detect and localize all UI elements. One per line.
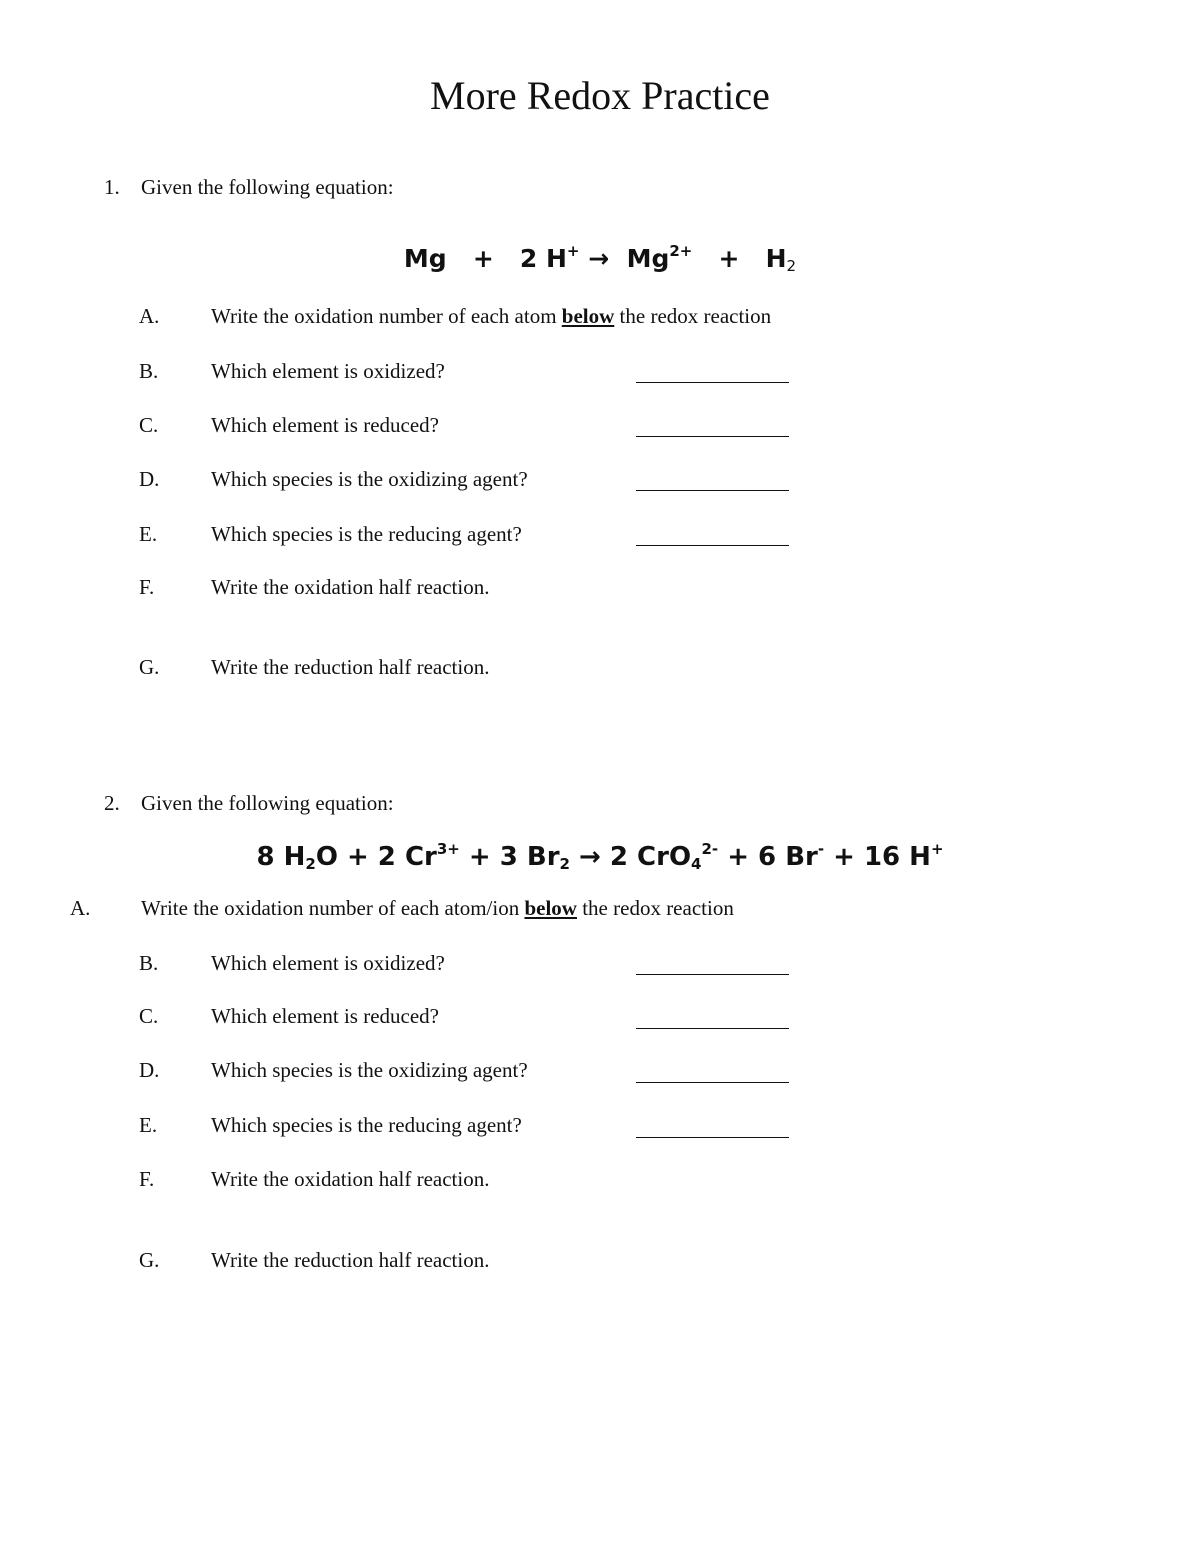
q2-part-d-text: Which species is the oxidizing agent? [211,1058,528,1082]
q1-part-c-answer-blank[interactable] [636,436,789,437]
q2-part-b-letter: B. [139,951,159,975]
q2-part-b-answer-blank[interactable] [636,974,789,975]
q2-part-a-text: Write the oxidation number of each atom/ion below the redox reaction [141,896,734,920]
q2-part-f-letter: F. [139,1167,155,1191]
q1-part-f-text: Write the oxidation half reaction. [211,575,490,599]
q1-part-e-letter: E. [139,522,158,546]
reaction-arrow-icon: → [579,842,601,872]
q2-part-d-letter: D. [139,1058,160,1082]
q1-part-c-letter: C. [139,413,159,437]
question-2-equation: 8 $H_2O + 2$ $Cr^{3+} + 3$ $Br_2 \to 2$ CrO$_4^{2-}$ + 6 Br- + 16 H+ [256,840,944,873]
q1-part-g-letter: G. [139,655,160,679]
q1-part-e-answer-blank[interactable] [636,545,789,546]
q2-part-c-answer-blank[interactable] [636,1028,789,1029]
q1-part-e-text: Which species is the reducing agent? [211,522,522,546]
q1-part-b-letter: B. [139,359,159,383]
q1-part-g-text: Write the reduction half reaction. [211,655,490,679]
q2-part-c-text: Which element is reduced? [211,1004,439,1028]
q1-part-d-text: Which species is the oxidizing agent? [211,467,528,491]
question-1-number: 1. [104,175,120,199]
question-1-prompt: Given the following equation: [141,175,394,199]
q2-part-e-letter: E. [139,1113,158,1137]
q2-part-g-letter: G. [139,1248,160,1272]
q1-part-b-answer-blank[interactable] [636,382,789,383]
question-2-prompt: Given the following equation: [141,791,394,815]
q1-part-d-letter: D. [139,467,160,491]
q1-part-b-text: Which element is oxidized? [211,359,445,383]
q2-part-e-answer-blank[interactable] [636,1137,789,1138]
q2-part-c-letter: C. [139,1004,159,1028]
reaction-arrow-icon: → [588,244,610,273]
question-1-equation: Mg + 2 $H^+ \to Mg^{2+}$ + $H_2$ [403,242,797,275]
q2-part-f-text: Write the oxidation half reaction. [211,1167,490,1191]
q1-part-f-letter: F. [139,575,155,599]
question-2-number: 2. [104,791,120,815]
q2-part-d-answer-blank[interactable] [636,1082,789,1083]
q1-part-d-answer-blank[interactable] [636,490,789,491]
q2-part-e-text: Which species is the reducing agent? [211,1113,522,1137]
q2-part-a-letter: A. [70,896,91,920]
q1-part-a-text: Write the oxidation number of each atom below the redox reaction [211,304,772,328]
q2-part-g-text: Write the reduction half reaction. [211,1248,490,1272]
q2-part-b-text: Which element is oxidized? [211,951,445,975]
page-title: More Redox Practice [430,73,770,118]
q1-part-c-text: Which element is reduced? [211,413,439,437]
q1-part-a-letter: A. [139,304,160,328]
